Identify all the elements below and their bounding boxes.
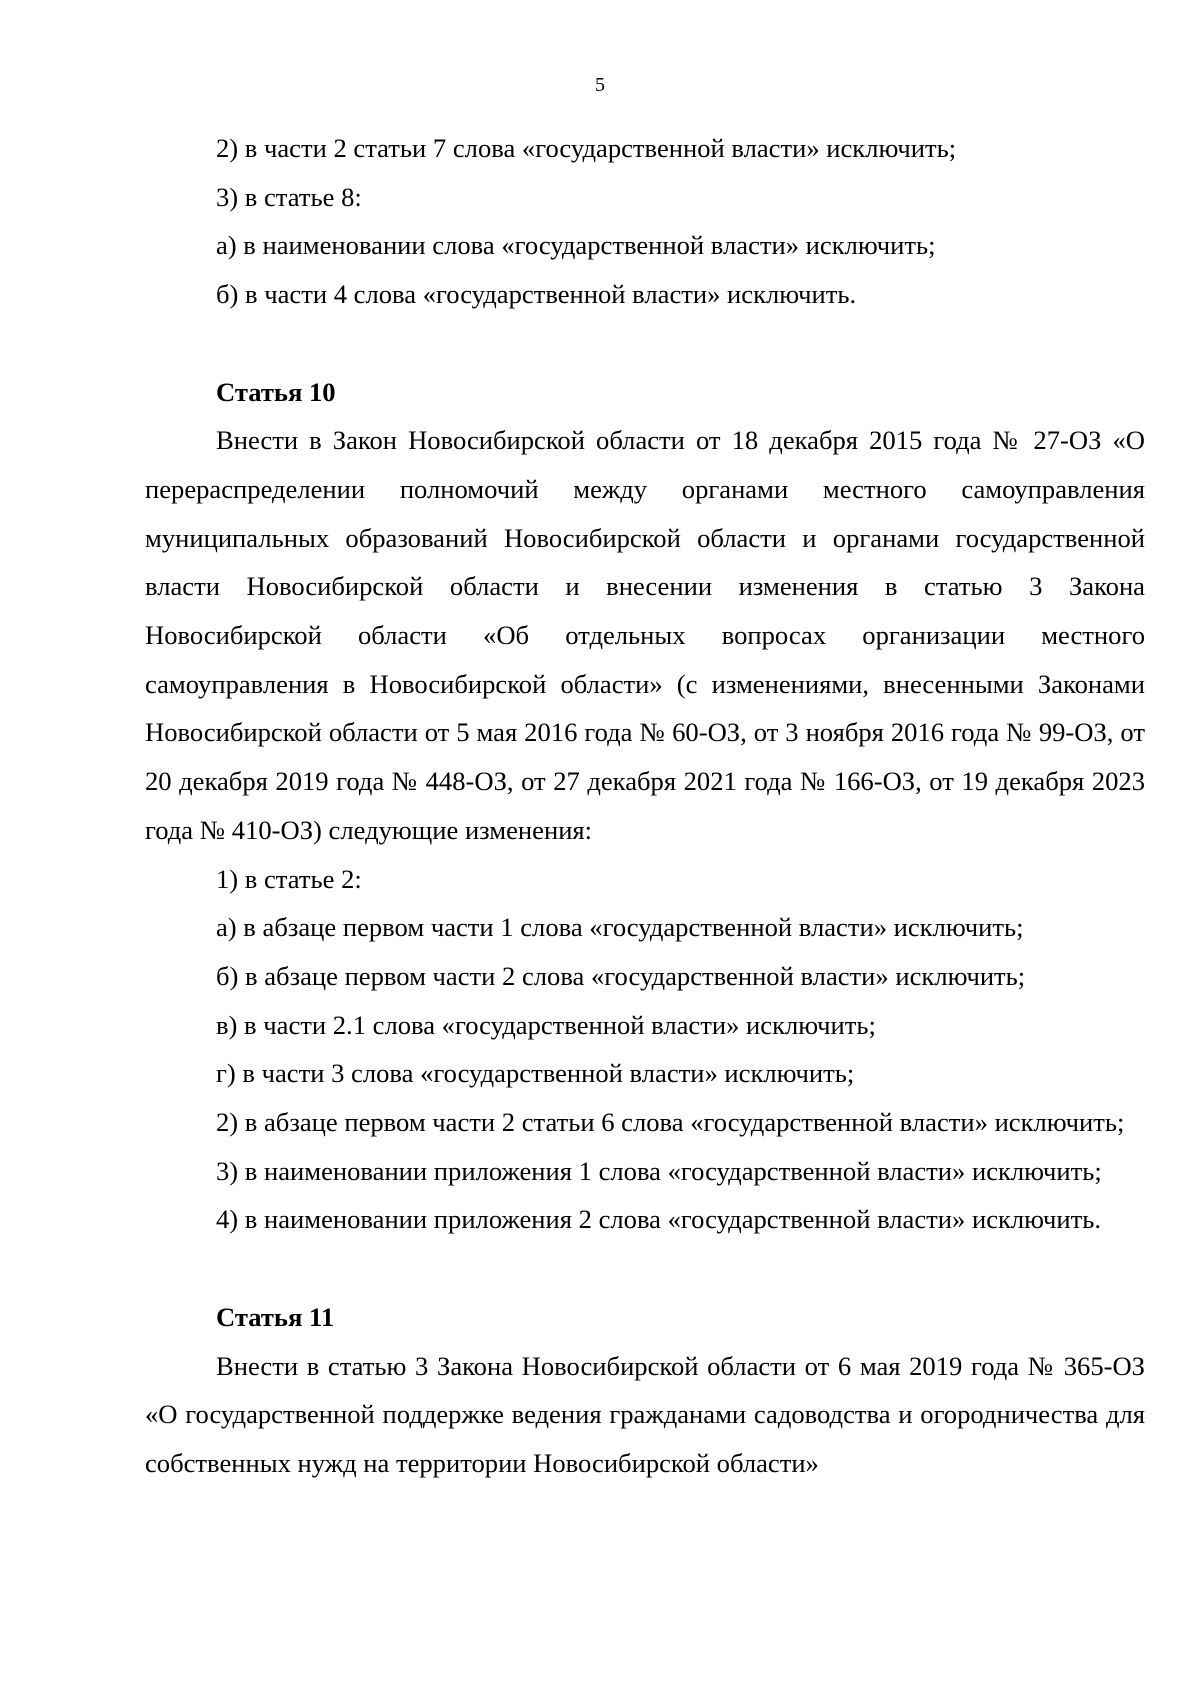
list-item: г) в части 3 слова «государственной власти» исключить;: [216, 1058, 855, 1089]
page-number: 5: [595, 74, 605, 96]
list-item: б) в абзаце первом части 2 слова «государственной власти» исключить;: [216, 960, 1026, 991]
list-item: а) в наименовании слова «государственной власти» исключить;: [216, 230, 936, 261]
article-10-intro: Внести в Закон Новосибирской области от 18 декабря 2015 года № 27-ОЗ «О перераспределении полномочий между органами местного самоуправления муниципальных образований Новосибирской области и органами государственной власти Новосибирской области и внесении изменения в статью 3 Закона Новосибирской области «Об отдельных вопросах организации местного самоуправления в Новосибирской области» (с изменениями, внесенными Законами Новосибирской области от 5 мая 2016 года № 60-ОЗ, от 3 ноября 2016 года № 99-ОЗ, от 20 декабря 2019 года № 448-ОЗ, от 27 декабря 2021 года № 166-ОЗ, от 19 декабря 2023 года № 410-ОЗ) следующие изменения:: [145, 425, 1145, 845]
list-item: 2) в абзаце первом части 2 статьи 6 слова «государственной власти» исключить;: [216, 1107, 1125, 1138]
list-item: 1) в статье 2:: [216, 863, 362, 894]
section-gap: [145, 1244, 1145, 1293]
list-item: 4) в наименовании приложения 2 слова «государственной власти» исключить.: [216, 1204, 1102, 1235]
article-11-heading: Статья 11: [216, 1301, 335, 1332]
section-gap: [145, 319, 1145, 368]
list-item: 3) в статье 8:: [216, 181, 362, 212]
article-10-heading: Статья 10: [216, 376, 336, 407]
list-item: а) в абзаце первом части 1 слова «государственной власти» исключить;: [216, 912, 1024, 943]
article-11-intro: Внести в статью 3 Закона Новосибирской области от 6 мая 2019 года № 365-ОЗ «О государственной поддержке ведения гражданами садоводства и огородничества для собственных нужд на территории Новосибирской области»: [145, 1350, 1145, 1478]
list-item: в) в части 2.1 слова «государственной власти» исключить;: [216, 1009, 876, 1040]
list-item: 2) в части 2 статьи 7 слова «государственной власти» исключить;: [216, 133, 957, 163]
list-item: 3) в наименовании приложения 1 слова «государственной власти» исключить;: [216, 1155, 1102, 1186]
document-body: [145, 124, 1145, 1488]
list-item: б) в части 4 слова «государственной власти» исключить.: [216, 279, 857, 310]
